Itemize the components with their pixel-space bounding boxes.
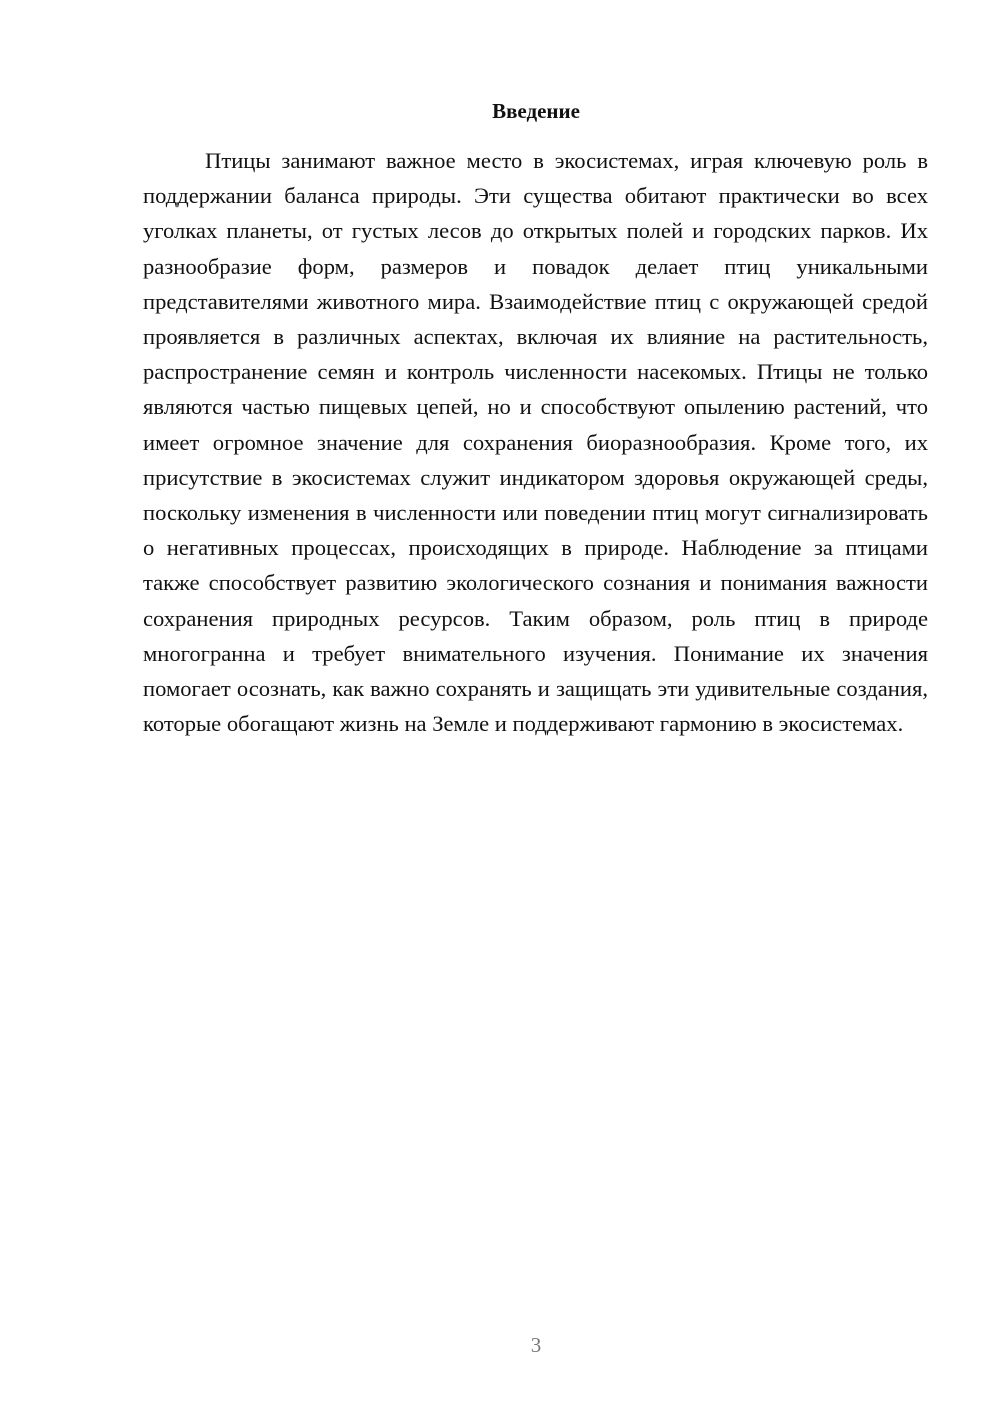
section-heading: Введение	[492, 99, 580, 123]
page-number: 3	[530, 1333, 542, 1357]
body-paragraph: Птицы занимают важное место в экосистемах, играя ключевую роль в поддержании баланса природы. Эти существа обитают практически во всех уголках планеты, от густых лесов до открытых полей и городских парков. Их разнообразие форм, размеров и повадок делает птиц уникальными представителями животного мира. Взаимодействие птиц с окружающей средой проявляется в различных аспектах, включая их влияние на растительность, распространение семян и контроль численности насекомых. Птицы не только являются частью пищевых цепей, но и способствуют опылению растений, что имеет огромное значение для сохранения биоразнообразия. Кроме того, их присутствие в экосистемах служит индикатором здоровья окружающей среды, поскольку изменения в численности или поведении птиц могут сигнализировать о негативных процессах, происходящих в природе. Наблюдение за птицами также способствует развитию экологического сознания и понимания важности сохранения природных ресурсов. Таким образом, роль птиц в природе многогранна и требует внимательного изучения. Понимание их значения помогает осознать, как важно сохранять и защищать эти удивительные создания, которые обогащают жизнь на Земле и поддерживают гармонию в экосистемах.	[143, 148, 928, 737]
